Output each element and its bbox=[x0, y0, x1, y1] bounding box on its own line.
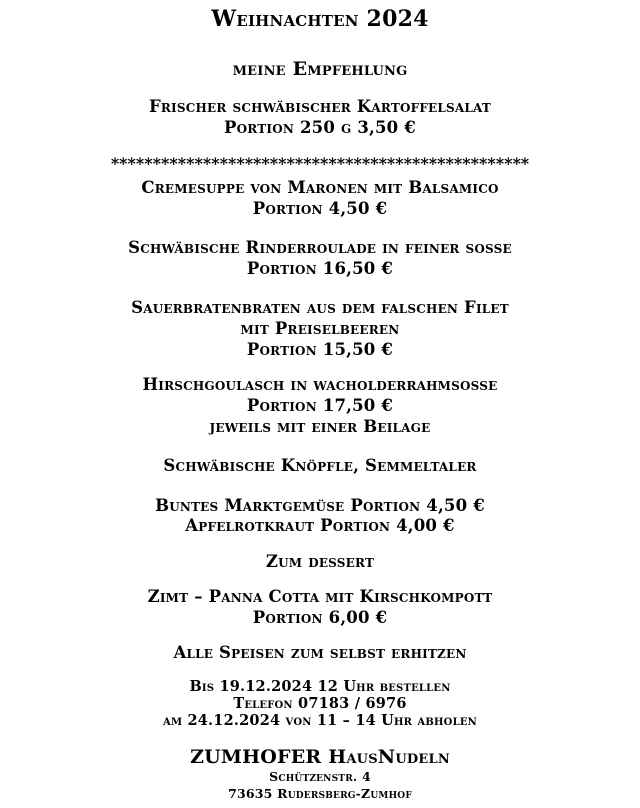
recommendation-heading: meine Empfehlung bbox=[232, 58, 408, 80]
goulash-name: Hirschgoulasch in wacholderrahmsosse bbox=[142, 375, 498, 394]
goulash-price: Portion 17,50 € bbox=[246, 396, 394, 415]
business-city: 73635 Rudersberg-Zumhof bbox=[228, 786, 412, 801]
separator-stars: ************************************************** bbox=[110, 154, 530, 173]
business-name: ZUMHOFER HausNudeln bbox=[190, 746, 450, 768]
order-phone: Telefon 07183 / 6976 bbox=[233, 695, 407, 712]
potato-salad-name: Frischer schwäbischer Kartoffelsalat bbox=[148, 97, 492, 116]
side-dish-note: jeweils mit einer Beilage bbox=[209, 417, 431, 436]
sides-list: Schwäbische Knöpfle, Semmeltaler bbox=[163, 456, 477, 475]
page-title: Weihnachten 2024 bbox=[211, 6, 429, 32]
soup-name: Cremesuppe von Maronen mit Balsamico bbox=[141, 178, 499, 197]
soup-price: Portion 4,50 € bbox=[252, 199, 388, 218]
order-deadline: Bis 19.12.2024 12 Uhr bestellen bbox=[189, 678, 451, 695]
potato-salad-price: Portion 250 g 3,50 € bbox=[224, 118, 416, 137]
roulade-name: Schwäbische Rinderroulade in feiner sosse bbox=[128, 238, 512, 257]
sauerbraten-name-line2: mit Preiselbeeren bbox=[240, 319, 400, 338]
roulade-price: Portion 16,50 € bbox=[246, 259, 394, 278]
sauerbraten-name-line1: Sauerbratenbraten aus dem falschen Filet bbox=[131, 298, 509, 317]
dessert-price: Portion 6,00 € bbox=[252, 608, 388, 627]
dessert-name: Zimt – Panna Cotta mit Kirschkompott bbox=[147, 587, 493, 606]
reheat-note: Alle Speisen zum selbst erhitzen bbox=[173, 643, 467, 662]
business-street: Schützenstr. 4 bbox=[269, 769, 371, 784]
pickup-time: am 24.12.2024 von 11 – 14 Uhr abholen bbox=[163, 712, 477, 729]
vegetables-price: Buntes Marktgemüse Portion 4,50 € bbox=[155, 496, 485, 515]
sauerbraten-price: Portion 15,50 € bbox=[246, 340, 394, 359]
red-cabbage-price: Apfelrotkraut Portion 4,00 € bbox=[185, 516, 455, 535]
dessert-heading: Zum dessert bbox=[265, 552, 375, 571]
